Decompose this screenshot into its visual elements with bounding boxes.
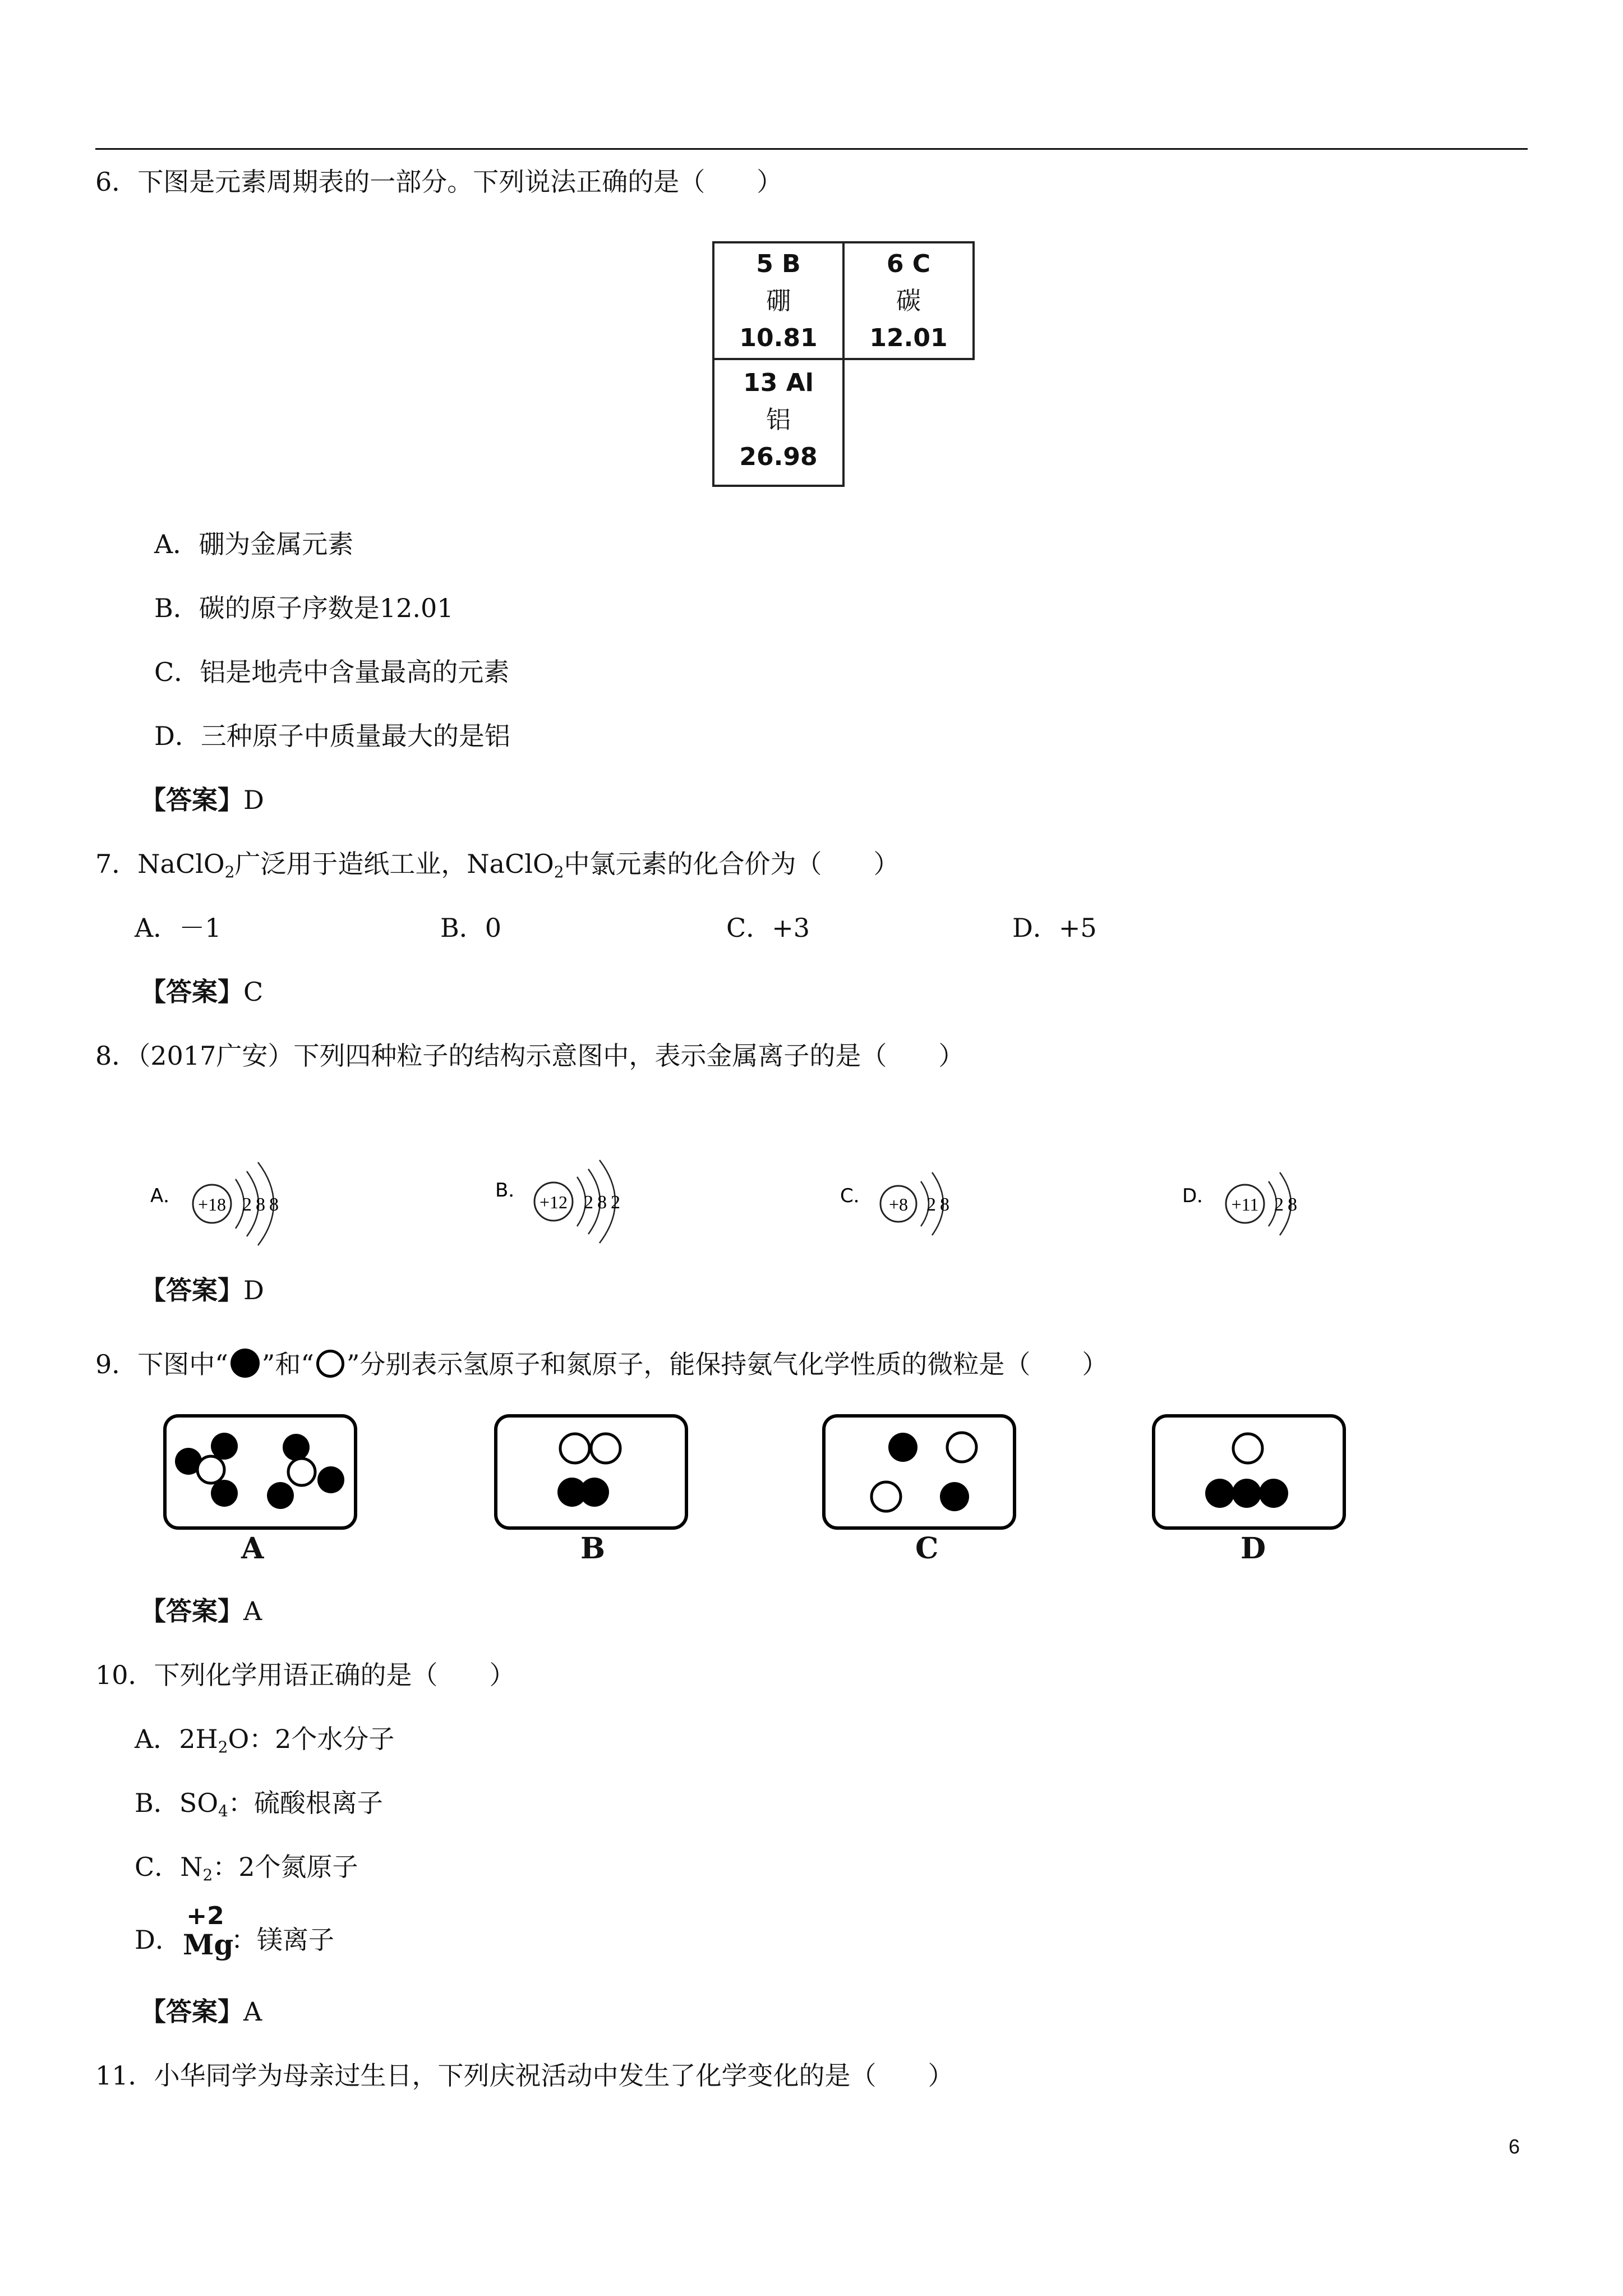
shell-electrons: 2 (1274, 1194, 1284, 1215)
filled-circle-icon (230, 1349, 260, 1378)
shell-electrons: 8 (940, 1194, 949, 1215)
stem-text: 9．下图中“ (95, 1349, 228, 1379)
answer-value: A (243, 1596, 262, 1626)
element-mass: 12.01 (869, 324, 948, 352)
molecule-box-label: B (580, 1531, 605, 1566)
question-7-stem (95, 847, 900, 881)
q6-answer (140, 783, 264, 817)
q7-option-b: B．0 (440, 913, 502, 943)
question-11-stem: 11．小华同学为母亲过生日，下列庆祝活动中发生了化学变化的是（ ） (95, 2060, 954, 2091)
shell-electrons: 8 (597, 1192, 607, 1213)
question-9-stem (95, 1347, 1108, 1381)
page-number: 6 (1509, 2135, 1520, 2158)
shell-electrons: 8 (1288, 1194, 1297, 1215)
nucleus-charge: +8 (888, 1194, 909, 1214)
stem-text: 中氯元素的化合价为（ ） (564, 849, 900, 879)
molecule-box-a (163, 1414, 359, 1531)
periodic-table-fragment (712, 241, 976, 487)
shell-electrons: 8 (269, 1194, 279, 1215)
molecule-box-d (1151, 1414, 1348, 1531)
question-8-stem: 8．（2017广安）下列四种粒子的结构示意图中，表示金属离子的是（ ） (95, 1041, 965, 1071)
element-number-symbol: 5 B (756, 250, 801, 278)
answer-value: C (243, 977, 264, 1007)
charge-value: +2 (186, 1902, 224, 1930)
element-number-symbol: 6 C (886, 250, 931, 278)
subscript: 2 (218, 1738, 228, 1756)
molecule-box-b (494, 1414, 690, 1531)
atom-structure-svg (146, 1156, 314, 1251)
atom-structure-svg (491, 1150, 659, 1245)
nucleus-charge: +12 (539, 1192, 568, 1212)
subscript: 4 (218, 1802, 228, 1820)
q6-option-d: D．三种原子中质量最大的是铝 (154, 721, 510, 751)
hollow-circle-icon (316, 1350, 344, 1378)
subscript: 2 (202, 1866, 213, 1884)
shell-electrons: 2 (611, 1192, 620, 1213)
atom-diagram-c (836, 1156, 987, 1251)
shell-electrons: 2 (584, 1192, 593, 1213)
q10-option-c (135, 1850, 358, 1884)
option-text: B．SO (135, 1788, 219, 1818)
atom-structure-svg (1178, 1156, 1329, 1251)
element-cell-carbon (842, 241, 975, 360)
q7-option-c: C．+3 (726, 913, 810, 943)
shell-electrons: 8 (256, 1194, 265, 1215)
stem-text: ”分别表示氢原子和氮原子，能保持氨气化学性质的微粒是（ ） (346, 1349, 1108, 1379)
answer-tag: 【答案】 (140, 1275, 243, 1305)
answer-value: A (243, 1996, 262, 2027)
option-text: C．N (135, 1852, 203, 1882)
molecule-box-svg (1151, 1414, 1348, 1531)
q6-option-a: A．硼为金属元素 (154, 529, 354, 559)
element-name: 碳 (896, 287, 921, 315)
answer-tag: 【答案】 (140, 785, 243, 815)
subscript: 2 (224, 863, 235, 881)
answer-value: D (243, 1275, 264, 1305)
element-number-symbol: 13 Al (743, 369, 814, 397)
atom-diagram-b (491, 1150, 659, 1245)
q6-option-c: C．铝是地壳中含量最高的元素 (154, 657, 510, 687)
q6-option-b: B．碳的原子序数是12.01 (154, 593, 454, 623)
diagram-letter: A． (150, 1185, 183, 1207)
answer-tag: 【答案】 (140, 1996, 243, 2027)
question-10-stem: 10．下列化学用语正确的是（ ） (95, 1660, 515, 1690)
option-text: ：2个氮原子 (213, 1852, 358, 1882)
shell-electrons: 2 (242, 1194, 252, 1215)
q10-answer (140, 1995, 262, 2028)
element-mass: 26.98 (739, 443, 818, 471)
diagram-letter: C． (840, 1185, 873, 1207)
answer-tag: 【答案】 (140, 977, 243, 1007)
element-name: 硼 (766, 287, 791, 315)
stem-text: 7．NaClO (95, 849, 225, 879)
shell-electrons: 2 (926, 1194, 936, 1215)
element-cell-aluminum (712, 358, 845, 487)
nucleus-charge: +18 (197, 1194, 227, 1214)
element-mass: 10.81 (739, 324, 818, 352)
atom-structure-svg (836, 1156, 987, 1251)
molecule-box-svg (494, 1414, 690, 1531)
q8-answer (140, 1273, 264, 1307)
answer-value: D (243, 785, 264, 815)
stem-text: 广泛用于造纸工业，NaClO (234, 849, 554, 879)
question-6-stem: 6．下图是元素周期表的一部分。下列说法正确的是（ ） (95, 167, 783, 197)
q10-option-a (135, 1722, 394, 1756)
option-text: O：2个水分子 (228, 1724, 395, 1754)
nucleus-charge: +11 (1231, 1194, 1259, 1214)
molecule-box-label: C (915, 1531, 939, 1566)
subscript: 2 (554, 863, 564, 881)
molecule-box-label: A (241, 1531, 264, 1566)
molecule-box-c (822, 1414, 1018, 1531)
q10-option-d-prefix: D． (135, 1925, 181, 1955)
element-symbol: Mg (183, 1928, 234, 1961)
molecule-box-svg (822, 1414, 1018, 1531)
q10-option-b (135, 1786, 383, 1820)
magnesium-charge-notation (183, 1902, 234, 1961)
answer-tag: 【答案】 (140, 1596, 243, 1626)
element-name: 铝 (766, 406, 791, 434)
q9-answer (140, 1594, 262, 1628)
q7-option-d: D．+5 (1012, 913, 1097, 943)
q7-option-a: A．－1 (135, 913, 222, 943)
stem-text: ”和“ (261, 1349, 314, 1379)
atom-diagram-a (146, 1156, 314, 1251)
option-text: ：硫酸根离子 (228, 1788, 383, 1818)
diagram-letter: D． (1182, 1185, 1216, 1207)
header-rule (95, 148, 1528, 150)
diagram-letter: B． (495, 1179, 528, 1202)
molecule-box-label: D (1241, 1531, 1266, 1566)
q7-answer (140, 975, 263, 1009)
q10-option-d-text: ：镁离子 (231, 1925, 334, 1955)
element-cell-boron (712, 241, 845, 360)
option-text: A．2H (135, 1724, 218, 1754)
molecule-box-svg (163, 1414, 359, 1531)
atom-diagram-d (1178, 1156, 1329, 1251)
